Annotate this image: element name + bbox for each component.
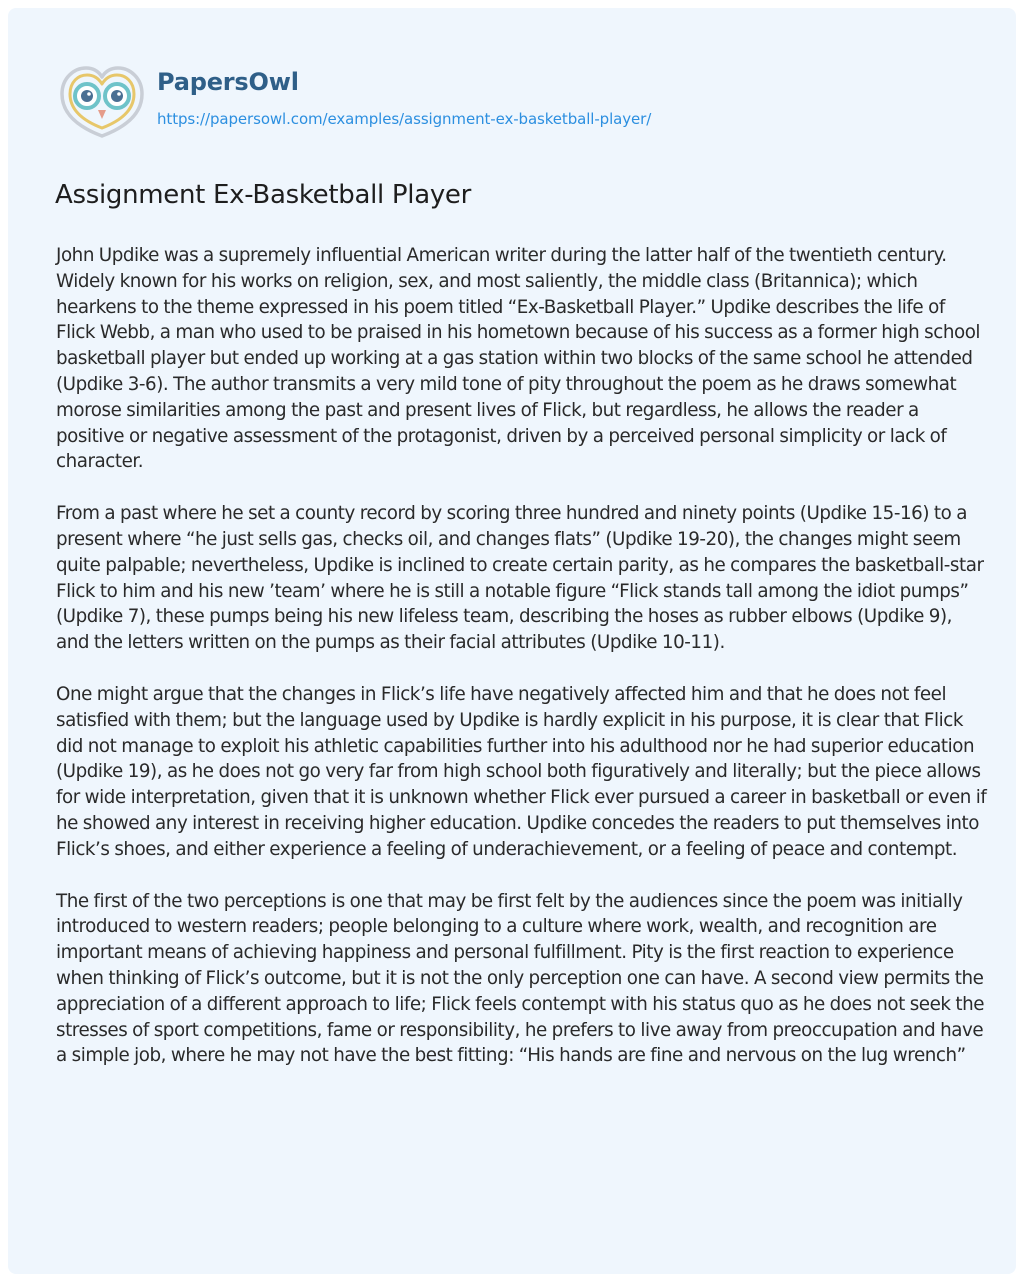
paragraph: From a past where he set a county record by scoring three hundred and ninety points (Updike 15-16) to a present where “he just sells gas, checks oil, and changes flats” (Updike 19-20), the changes might seem quite palpable; nevertheless, Updike is inclined to create certain parity, as he compares the basketball-star Flick to him and his new ’team’ where he is still a notable figure “Flick stands tall among the idiot pumps” (Updike 7), these pumps being his new lifeless team, describing the hoses as rubber elbows (Updike 9), and the letters written on the pumps as their facial attributes (Updike 10-11). (56, 503, 984, 654)
essay-body (56, 243, 988, 1095)
owl-logo-icon[interactable] (56, 60, 148, 140)
brand-name[interactable]: PapersOwl (157, 68, 299, 96)
page-title: Assignment Ex-Basketball Player (55, 180, 472, 210)
paragraph: The first of the two perceptions is one that may be first felt by the audiences since the poem was initially introduced to western readers; people belonging to a culture where work, wealth, and recognition are important means of achieving happiness and personal fulfillment. Pity is the first reaction to experience when thinking of Flick’s outcome, but it is not the only perception one can have. A second view permits the appreciation of a different approach to life; Flick feels contempt with his status quo as he does not seek the stresses of sport competitions, fame or responsibility, he prefers to live away from preoccupation and have a simple job, where he may not have the best fitting: “His hands are fine and nervous on the lug wrench” (56, 890, 985, 1067)
brand-block (157, 68, 651, 128)
paragraph: John Updike was a supremely influential American writer during the latter half of the twentieth century. Widely known for his works on religion, sex, and most saliently, the middle class (Britannica); which hearkens to the theme expressed in his poem titled “Ex-Basketball Player.” Updike describes the life of Flick Webb, a man who used to be praised in his hometown because of his success as a former high school basketball player but ended up working at a gas station within two blocks of the same school he attended (Updike 3-6). The author transmits a very mild tone of pity throughout the poem as he draws somewhat morose similarities among the past and present lives of Flick, but regardless, he allows the reader a positive or negative assessment of the protagonist, driven by a perceived personal simplicity or lack of character. (56, 245, 981, 473)
site-header (56, 68, 651, 138)
source-url-link[interactable]: https://papersowl.com/examples/assignment-ex-basketball-player/ (157, 110, 652, 128)
page-card (8, 8, 1016, 1274)
paragraph: One might argue that the changes in Flick’s life have negatively affected him and that he does not feel satisfied with them; but the language used by Updike is hardly explicit in his purpose, it is clear that Flick did not manage to exploit his athletic capabilities further into his adulthood nor he had superior education (Updike 19), as he does not go very far from high school both figuratively and literally; but the piece allows for wide interpretation, given that it is unknown whether Flick ever pursued a career in basketball or even if he showed any interest in receiving higher education. Updike concedes the readers to put themselves into Flick’s shoes, and either experience a feeling of underachievement, or a feeling of peace and contempt. (56, 683, 987, 860)
